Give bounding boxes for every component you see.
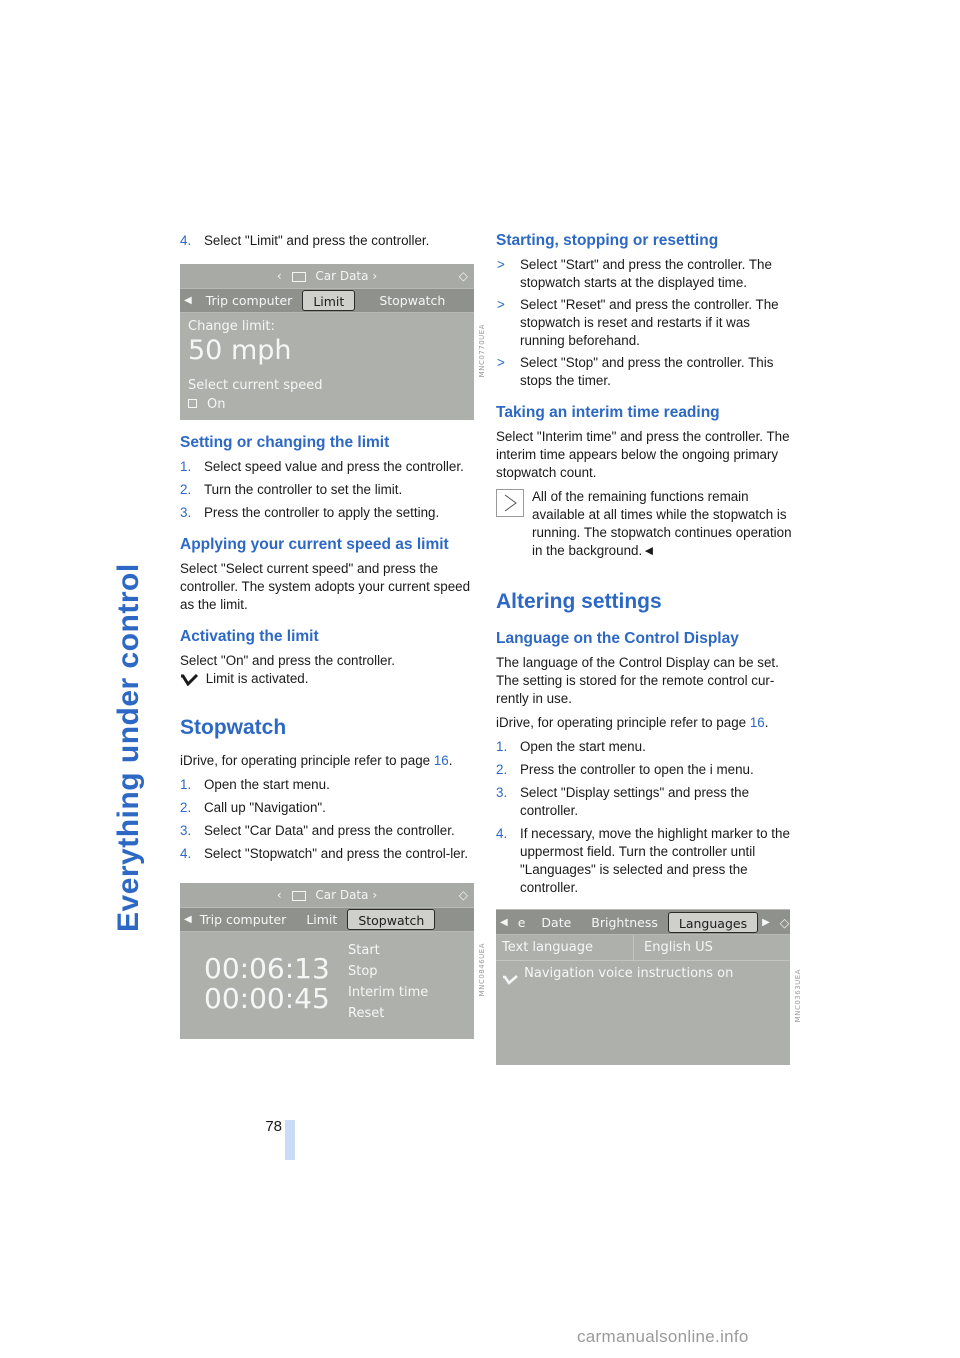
left-column bbox=[180, 232, 486, 1053]
bullet-text: Select "Stop" and press the controller. This stops the timer. bbox=[520, 355, 774, 388]
tab-stopwatch: Stopwatch bbox=[347, 909, 435, 930]
note-end-mark: ◄ bbox=[642, 543, 656, 558]
setting-step bbox=[180, 504, 480, 522]
tab-trip-computer: Trip computer bbox=[199, 912, 287, 927]
step-number: 3. bbox=[180, 823, 192, 838]
tab-limit: Limit bbox=[302, 290, 355, 311]
step-number: 4. bbox=[180, 233, 192, 248]
screen-tabs bbox=[496, 909, 790, 935]
screen-title-bar bbox=[180, 883, 474, 907]
note-text: All of the remaining functions remain available at all times while the stopwatch is running. The stopwatch continues operation in the background. bbox=[532, 489, 792, 558]
text-language-row bbox=[496, 935, 790, 961]
step-number: 4. bbox=[496, 826, 508, 841]
on-option bbox=[188, 397, 466, 412]
step-text: Select "Limit" and press the controller. bbox=[204, 233, 430, 248]
language-step bbox=[496, 825, 796, 897]
voice-instructions-row bbox=[496, 961, 790, 987]
step-number: 3. bbox=[496, 785, 508, 800]
stopwatch-screen bbox=[180, 883, 486, 1039]
tab-right-arrow-icon: ▶ bbox=[762, 916, 770, 928]
settings-diamond-icon: ◇ bbox=[458, 269, 468, 283]
step-number: 2. bbox=[496, 762, 508, 777]
screen-title-bar bbox=[180, 264, 474, 288]
chevron-right-icon: › bbox=[372, 269, 378, 283]
tab-date: Date bbox=[541, 914, 572, 930]
settings-diamond-icon: ◇ bbox=[458, 888, 468, 902]
screen-id: MNC0363UEA bbox=[794, 969, 802, 1023]
tab-left-arrow-icon: ◀ bbox=[184, 295, 192, 306]
step-text: If necessary, move the highlight marker to the uppermost field. Turn the controller until "Languages" is selected and press the controller. bbox=[520, 826, 790, 895]
menu-item-reset: Reset bbox=[348, 1006, 385, 1021]
menu-item-stop: Stop bbox=[348, 964, 378, 979]
applying-text: Select "Select current speed" and press the controller. The system adopts your current speed as the limit. bbox=[180, 561, 471, 612]
screen-body bbox=[180, 313, 474, 418]
side-chapter-title: Everything under control bbox=[112, 563, 145, 932]
tab-left-arrow-icon: ◀ bbox=[184, 914, 192, 925]
bullet-mark: > bbox=[497, 257, 505, 272]
checkmark-icon bbox=[180, 673, 202, 685]
on-label: On bbox=[207, 397, 226, 412]
tab-brightness: Brightness bbox=[591, 914, 658, 930]
stopwatch-menu bbox=[348, 940, 428, 1024]
chevron-left-icon: ‹ bbox=[276, 269, 282, 283]
step-text: Call up "Navigation". bbox=[204, 800, 326, 815]
chevron-left-icon: ‹ bbox=[276, 888, 282, 902]
right-column bbox=[496, 232, 802, 1079]
menu-item-start: Start bbox=[348, 943, 380, 958]
setting-step bbox=[180, 458, 480, 476]
watermark: carmanualsonline.info bbox=[577, 1327, 749, 1346]
step-text: Select "Display settings" and press the controller. bbox=[520, 785, 750, 818]
interim-text: Select "Interim time" and press the controller. The interim time appears below the ongoing primary stopwatch count. bbox=[496, 429, 790, 480]
menu-item-interim-time: Interim time bbox=[348, 985, 429, 1000]
checkmark-icon bbox=[502, 969, 520, 979]
step-text: Press the controller to open the i menu. bbox=[520, 762, 754, 777]
language-text: The language of the Control Display can be set. The setting is stored for the remote control cur-rently in use. bbox=[496, 655, 779, 706]
language-step bbox=[496, 738, 796, 756]
step-number: 4. bbox=[180, 846, 192, 861]
tab-stopwatch: Stopwatch bbox=[379, 293, 446, 308]
checkbox-icon bbox=[188, 399, 197, 408]
language-step bbox=[496, 784, 796, 820]
primary-time: 00:06:13 bbox=[204, 952, 330, 985]
languages-screen bbox=[496, 909, 802, 1065]
change-limit-label: Change limit: bbox=[188, 319, 275, 334]
tab-trip-computer: Trip computer bbox=[205, 293, 293, 308]
step-text: Press the controller to apply the setting. bbox=[204, 505, 440, 520]
screen-title: Car Data bbox=[315, 888, 369, 902]
computer-icon bbox=[292, 272, 306, 282]
note-triangle-icon bbox=[496, 489, 524, 517]
step-text: Turn the controller to set the limit. bbox=[204, 482, 403, 497]
intro-step bbox=[180, 232, 480, 250]
screen-tabs bbox=[180, 907, 474, 932]
step-number: 2. bbox=[180, 800, 192, 815]
page-number-bar bbox=[285, 1120, 295, 1160]
stopwatch-step bbox=[180, 845, 480, 863]
heading-stopwatch: Stopwatch bbox=[180, 716, 287, 739]
step-number: 3. bbox=[180, 505, 192, 520]
page-link[interactable]: 16 bbox=[433, 753, 449, 768]
stopwatch-step bbox=[180, 799, 480, 817]
tab-left-arrow-icon: ◀ bbox=[500, 916, 508, 928]
bullet-mark: > bbox=[497, 355, 505, 370]
activating-text-2: Limit is activated. bbox=[205, 671, 309, 686]
step-number: 2. bbox=[180, 482, 192, 497]
stopwatch-step bbox=[180, 776, 480, 794]
heading-setting-limit: Setting or changing the limit bbox=[180, 434, 390, 451]
speed-value: 50 mph bbox=[188, 335, 292, 366]
setting-step bbox=[180, 481, 480, 499]
screen-tabs bbox=[180, 288, 474, 313]
settings-diamond-icon: ◇ bbox=[779, 914, 790, 930]
interim-time: 00:00:45 bbox=[204, 982, 330, 1015]
chevron-right-icon: › bbox=[372, 888, 378, 902]
tab-limit: Limit bbox=[306, 912, 338, 927]
starting-bullet bbox=[496, 296, 796, 350]
screen-id: MNC0770UEA bbox=[478, 324, 486, 378]
tab-e: e bbox=[517, 914, 526, 930]
step-text: Select speed value and press the controller. bbox=[204, 459, 464, 474]
computer-icon bbox=[292, 891, 306, 901]
step-number: 1. bbox=[180, 459, 192, 474]
stopwatch-ref-text: iDrive, for operating principle refer to page bbox=[180, 753, 431, 768]
language-ref-text: iDrive, for operating principle refer to page bbox=[496, 715, 747, 730]
heading-activating-limit: Activating the limit bbox=[180, 628, 319, 645]
heading-language: Language on the Control Display bbox=[496, 630, 739, 647]
limit-screen bbox=[180, 264, 486, 420]
screen-title: Car Data bbox=[315, 269, 369, 283]
tab-languages: Languages bbox=[668, 912, 758, 933]
bullet-mark: > bbox=[497, 297, 505, 312]
voice-instructions-label: Navigation voice instructions on bbox=[524, 966, 734, 981]
screen-body bbox=[496, 935, 790, 987]
starting-bullet bbox=[496, 256, 796, 292]
bullet-text: Select "Reset" and press the controller. The stopwatch is reset and restarts if it was running beforehand. bbox=[520, 297, 779, 348]
language-ref: iDrive, for operating principle refer to page 16. bbox=[496, 715, 769, 730]
heading-starting: Starting, stopping or resetting bbox=[496, 232, 719, 249]
stopwatch-step bbox=[180, 822, 480, 840]
step-text: Select "Stopwatch" and press the control-ler. bbox=[204, 846, 469, 861]
heading-applying-speed: Applying your current speed as limit bbox=[180, 536, 449, 553]
screen-id: MNC0846UEA bbox=[478, 943, 486, 997]
stopwatch-ref: iDrive, for operating principle refer to page 16. bbox=[180, 753, 453, 768]
language-step bbox=[496, 761, 796, 779]
activating-text bbox=[180, 652, 480, 688]
activating-text-1: Select "On" and press the controller. bbox=[180, 653, 395, 668]
page-link[interactable]: 16 bbox=[749, 715, 765, 730]
heading-interim: Taking an interim time reading bbox=[496, 404, 720, 421]
step-number: 1. bbox=[180, 777, 192, 792]
current-speed-option: Select current speed bbox=[188, 378, 323, 393]
text-language-label: Text language bbox=[496, 935, 634, 960]
starting-bullet bbox=[496, 354, 796, 390]
page-number: 78 bbox=[265, 1118, 282, 1135]
bullet-text: Select "Start" and press the controller. The stopwatch starts at the displayed time. bbox=[520, 257, 772, 290]
heading-altering-settings: Altering settings bbox=[496, 590, 662, 613]
screen-body bbox=[180, 932, 474, 1038]
step-text: Open the start menu. bbox=[520, 739, 646, 754]
step-text: Open the start menu. bbox=[204, 777, 330, 792]
step-number: 1. bbox=[496, 739, 508, 754]
note-paragraph bbox=[496, 488, 796, 560]
text-language-value: English US bbox=[644, 940, 713, 955]
step-text: Select "Car Data" and press the controller. bbox=[204, 823, 455, 838]
